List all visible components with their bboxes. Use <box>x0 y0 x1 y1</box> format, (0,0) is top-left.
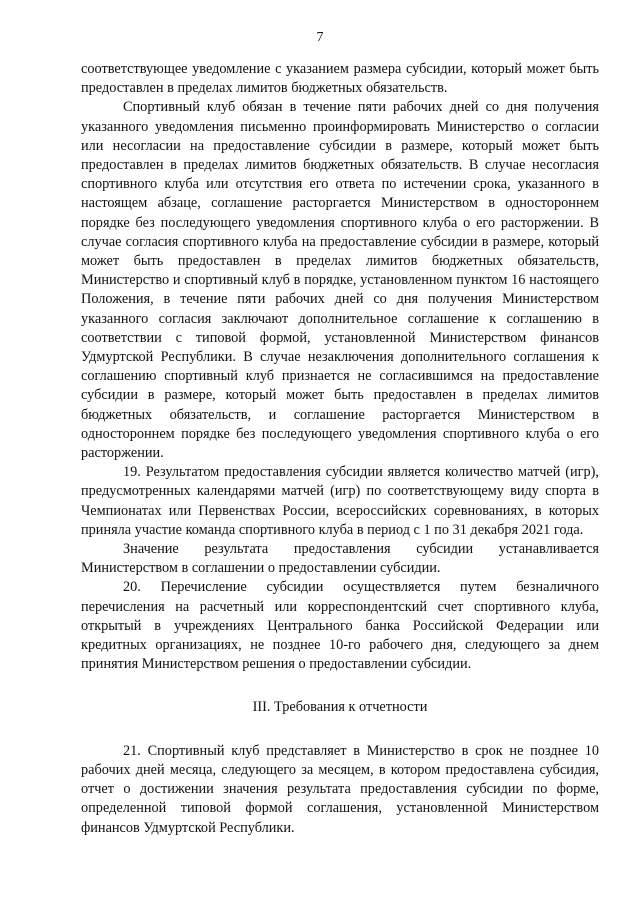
section-heading: III. Требования к отчетности <box>252 698 428 715</box>
paragraph-item-19: 19. Результатом предоставления субсидии является количество матчей (игр), предусмотренных календарями матчей (игр) по соответствующему виду спорта в Чемпионатах или Первенствах России, всероссийских соревнованиях, в которых приняла участие команда спортивного клуба в период с 1 по 31 декабря 2021 года. <box>81 464 599 538</box>
paragraph-item-21: 21. Спортивный клуб представляет в Министерство в срок не позднее 10 рабочих дней месяца, следующего за месяцем, в котором предоставлена субсидия, отчет о достижении значения результата предоставления субсидии по форме, определенной типовой формой соглашения, установленной Министерством финансов Удмуртской Республики. <box>81 742 599 836</box>
document-body <box>81 60 599 838</box>
paragraph-club-consent: Спортивный клуб обязан в течение пяти рабочих дней со дня получения указанного уведомления письменно проинформировать Министерство о согласии или несогласии на предоставление субсидии в размере, который может быть предоставлен в пределах лимитов бюджетных обязательств. В случае несогласия спортивного клуба или отсутствия его ответа по истечении срока, указанного в настоящем абзаце, соглашение расторгается Министерством в одностороннем порядке без последующего уведомления спортивного клуба о его расторжении. В случае согласия спортивного клуба на предоставление субсидии в размере, который может быть предоставлен в пределах лимитов бюджетных обязательств, Министерство и спортивный клуб в порядке, установленном пунктом 16 настоящего Положения, в течение пяти рабочих дней со дня получения Министерством указанного согласия заключают дополнительное соглашение к соглашению в соответствии с типовой формой, установленной Министерством финансов Удмуртской Республики. В случае незаключения дополнительного соглашения к соглашению спортивный клуб признается не согласившимся на предоставление субсидии в размере, который может быть предоставлен в пределах лимитов бюджетных обязательств, и соглашение расторгается Министерством в одностороннем порядке без последующего уведомления спортивного клуба о его расторжении. <box>81 99 599 462</box>
paragraph-item-20: 20. Перечисление субсидии осуществляется путем безналичного перечисления на расчетный или корреспондентский счет спортивного клуба, открытый в учреждениях Центрального банка Российской Федерации или кредитных организациях, не позднее 10-го рабочего дня, следующего за днем принятия Министерством решения о предоставлении субсидии. <box>81 579 599 673</box>
page-number: 7 <box>316 30 324 45</box>
paragraph-continuation: соответствующее уведомление с указанием размера субсидии, который может быть предоставлен в пределах лимитов бюджетных обязательств. <box>81 61 599 97</box>
paragraph-result-value: Значение результата предоставления субсидии устанавливается Министерством в соглашении о предоставлении субсидии. <box>81 541 599 577</box>
